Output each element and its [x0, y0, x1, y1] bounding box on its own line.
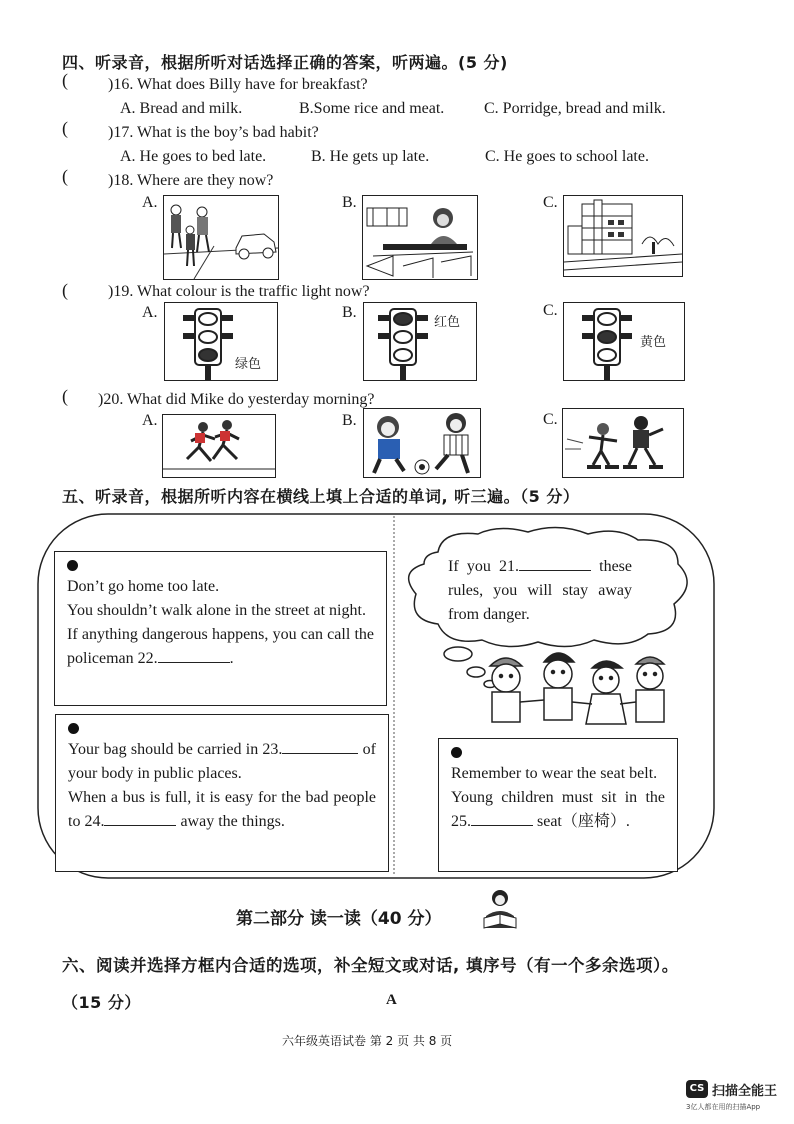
section6-score: （15 分） [62, 993, 141, 1012]
q18-stem: )18. Where are they now? [108, 172, 274, 189]
safety-card-3 [438, 738, 678, 872]
page-footer: 六年级英语试卷 第 2 页 共 8 页 [282, 1034, 453, 1048]
q20-label-a: A. [142, 412, 158, 429]
q17-option-a: A. He goes to bed late. [120, 148, 267, 165]
section4-title: 四、听录音，根据所听对话选择正确的答案，听两遍。(5 分) [62, 53, 508, 72]
blank-23[interactable] [282, 739, 358, 754]
blank-24[interactable] [104, 811, 176, 826]
card1-line3: If anything dangerous happens, you can call the policeman 22. . [67, 626, 374, 667]
camscanner-tagline: 3亿人都在用的扫描App [686, 1103, 761, 1111]
reading-student-icon [480, 888, 520, 930]
q20-answer-paren[interactable]: ( [62, 386, 68, 406]
blank-22[interactable] [158, 648, 230, 663]
section5-title: 五、听录音，根据所听内容在横线上填上合适的单词, 听三遍。（5 分） [62, 487, 580, 506]
children-illustration [474, 646, 680, 740]
skating-illustration [563, 409, 683, 477]
q16-option-b: B.Some rice and meat. [299, 100, 445, 117]
q19-answer-paren[interactable]: ( [62, 280, 68, 300]
section6-title: 六、阅读并选择方框内合适的选项，补全短文或对话, 填序号（有一个多余选项）。 [62, 956, 679, 975]
q20-stem: )20. What did Mike do yesterday morning? [98, 391, 375, 408]
card3-line2: Young children must sit in the 25. seat（座椅）. [451, 789, 665, 830]
school-building-illustration [564, 196, 682, 276]
camscanner-logo-icon: CS [686, 1080, 708, 1098]
q18-answer-paren[interactable]: ( [62, 166, 68, 186]
street-illustration [164, 196, 278, 279]
q18-label-b: B. [342, 194, 357, 211]
q17-answer-paren[interactable]: ( [62, 118, 68, 138]
skating-picture[interactable] [562, 408, 684, 478]
q16-stem: )16. What does Billy have for breakfast? [108, 76, 368, 93]
camscanner-name: 扫描全能王 [712, 1084, 778, 1099]
bullet-dot [68, 723, 79, 734]
blank-25[interactable] [471, 811, 533, 826]
passage-a-label: A [386, 992, 397, 1008]
football-illustration [364, 409, 480, 477]
red-light-label: 红色 [434, 315, 461, 330]
bullet-dot [67, 560, 78, 571]
green-light-label: 绿色 [235, 357, 262, 372]
football-picture[interactable] [363, 408, 481, 478]
part2-title: 第二部分 读一读（40 分） [236, 909, 442, 929]
running-illustration [163, 415, 275, 477]
q19-label-a: A. [142, 304, 158, 321]
bubble-text: If you 21. these rules, you will stay away from danger. [448, 558, 632, 623]
q19-label-c: C. [543, 302, 558, 319]
safety-card-2 [55, 714, 389, 872]
q17-option-b: B. He gets up late. [311, 148, 430, 165]
running-picture[interactable] [162, 414, 276, 478]
q18-label-c: C. [543, 194, 558, 211]
classroom-illustration [363, 196, 477, 279]
yellow-light-label: 黄色 [640, 335, 667, 350]
q19-stem: )19. What colour is the traffic light now? [108, 283, 370, 300]
q20-label-c: C. [543, 411, 558, 428]
street-picture[interactable] [163, 195, 279, 280]
q16-answer-paren[interactable]: ( [62, 70, 68, 90]
safety-card-1 [54, 551, 387, 706]
q16-option-c: C. Porridge, bread and milk. [484, 100, 666, 117]
q20-label-b: B. [342, 412, 357, 429]
bullet-dot [451, 747, 462, 758]
card1-line2: You shouldn’t walk alone in the street at night. [67, 602, 366, 619]
card2-line2: When a bus is full, it is easy for the bad people to 24. away the things. [68, 789, 376, 830]
classroom-picture[interactable] [362, 195, 478, 280]
blank-21[interactable] [519, 556, 591, 571]
card3-line1: Remember to wear the seat belt. [451, 765, 658, 782]
school-building-picture[interactable] [563, 195, 683, 277]
q16-option-a: A. Bread and milk. [120, 100, 243, 117]
traffic-light-green-picture[interactable] [164, 302, 278, 381]
traffic-light-yellow-picture[interactable] [563, 302, 685, 381]
q17-option-c: C. He goes to school late. [485, 148, 649, 165]
card2-line1: Your bag should be carried in 23. of your body in public places. [68, 741, 377, 782]
card1-line1: Don’t go home too late. [67, 578, 220, 595]
q17-stem: )17. What is the boy’s bad habit? [108, 124, 319, 141]
q19-label-b: B. [342, 304, 357, 321]
traffic-light-red-picture[interactable] [363, 302, 477, 381]
q18-label-a: A. [142, 194, 158, 211]
